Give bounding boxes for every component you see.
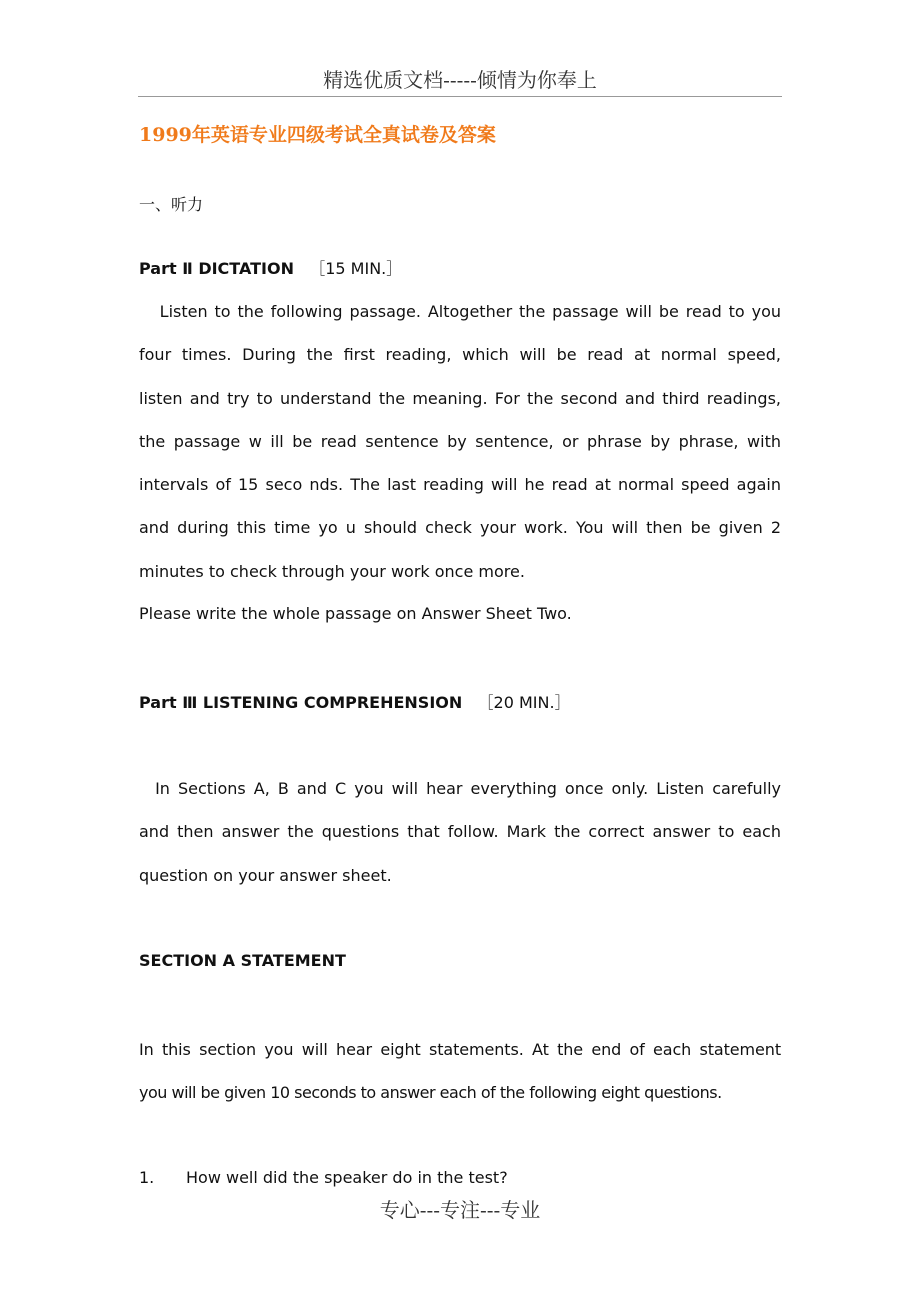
paragraph-line: and during this time yo u should check your work. You will then be given 2 (139, 518, 781, 538)
document-title: 1999年英语专业四级考试全真试卷及答案 (139, 124, 496, 146)
answer-sheet-instruction: Please write the whole passage on Answer Sheet Two. (139, 604, 572, 623)
part-2-instructions (139, 290, 781, 593)
question-number: 1. (139, 1168, 155, 1187)
section-heading-listening: 一、听力 (139, 195, 204, 214)
paragraph-line: In Sections A, B and C you will hear everything once only. Listen carefully (139, 779, 781, 798)
part-3-heading (139, 690, 571, 713)
paragraph-line: question on your answer sheet. (139, 865, 392, 885)
part-3-label: Part Ⅲ LISTENING COMPREHENSION (139, 693, 463, 712)
header-divider (138, 96, 782, 97)
section-a-heading: SECTION A STATEMENT (139, 951, 346, 970)
question-text: How well did the speaker do in the test? (186, 1168, 508, 1187)
section-a-instructions (139, 1028, 781, 1115)
paragraph-line: intervals of 15 seco nds. The last reading will he read at normal speed again (139, 475, 781, 495)
page-header: 精选优质文档-----倾情为你奉上 (323, 68, 597, 92)
part-3-time: ［20 MIN.］ (477, 693, 571, 712)
paragraph-line: the passage w ill be read sentence by sentence, or phrase by phrase, with (139, 431, 781, 451)
paragraph-line: minutes to check through your work once more. (139, 561, 525, 581)
paragraph-line: four times. During the first reading, which will be read at normal speed, (139, 345, 781, 365)
paragraph-line: Listen to the following passage. Altogether the passage will be read to you (139, 302, 781, 321)
part-2-time: ［15 MIN.］ (309, 259, 403, 278)
paragraph-line: listen and try to understand the meaning. For the second and third readings, (139, 388, 781, 408)
part-2-label: Part Ⅱ DICTATION (139, 259, 294, 278)
page-footer: 专心---专注---专业 (379, 1198, 541, 1222)
part-2-heading (139, 256, 402, 279)
paragraph-line: and then answer the questions that follow. Mark the correct answer to each (139, 822, 781, 842)
paragraph-line: you will be given 10 seconds to answer each of the following eight questions. (139, 1083, 722, 1103)
paragraph-line: In this section you will hear eight statements. At the end of each statement (139, 1040, 781, 1059)
part-3-instructions (139, 767, 781, 897)
